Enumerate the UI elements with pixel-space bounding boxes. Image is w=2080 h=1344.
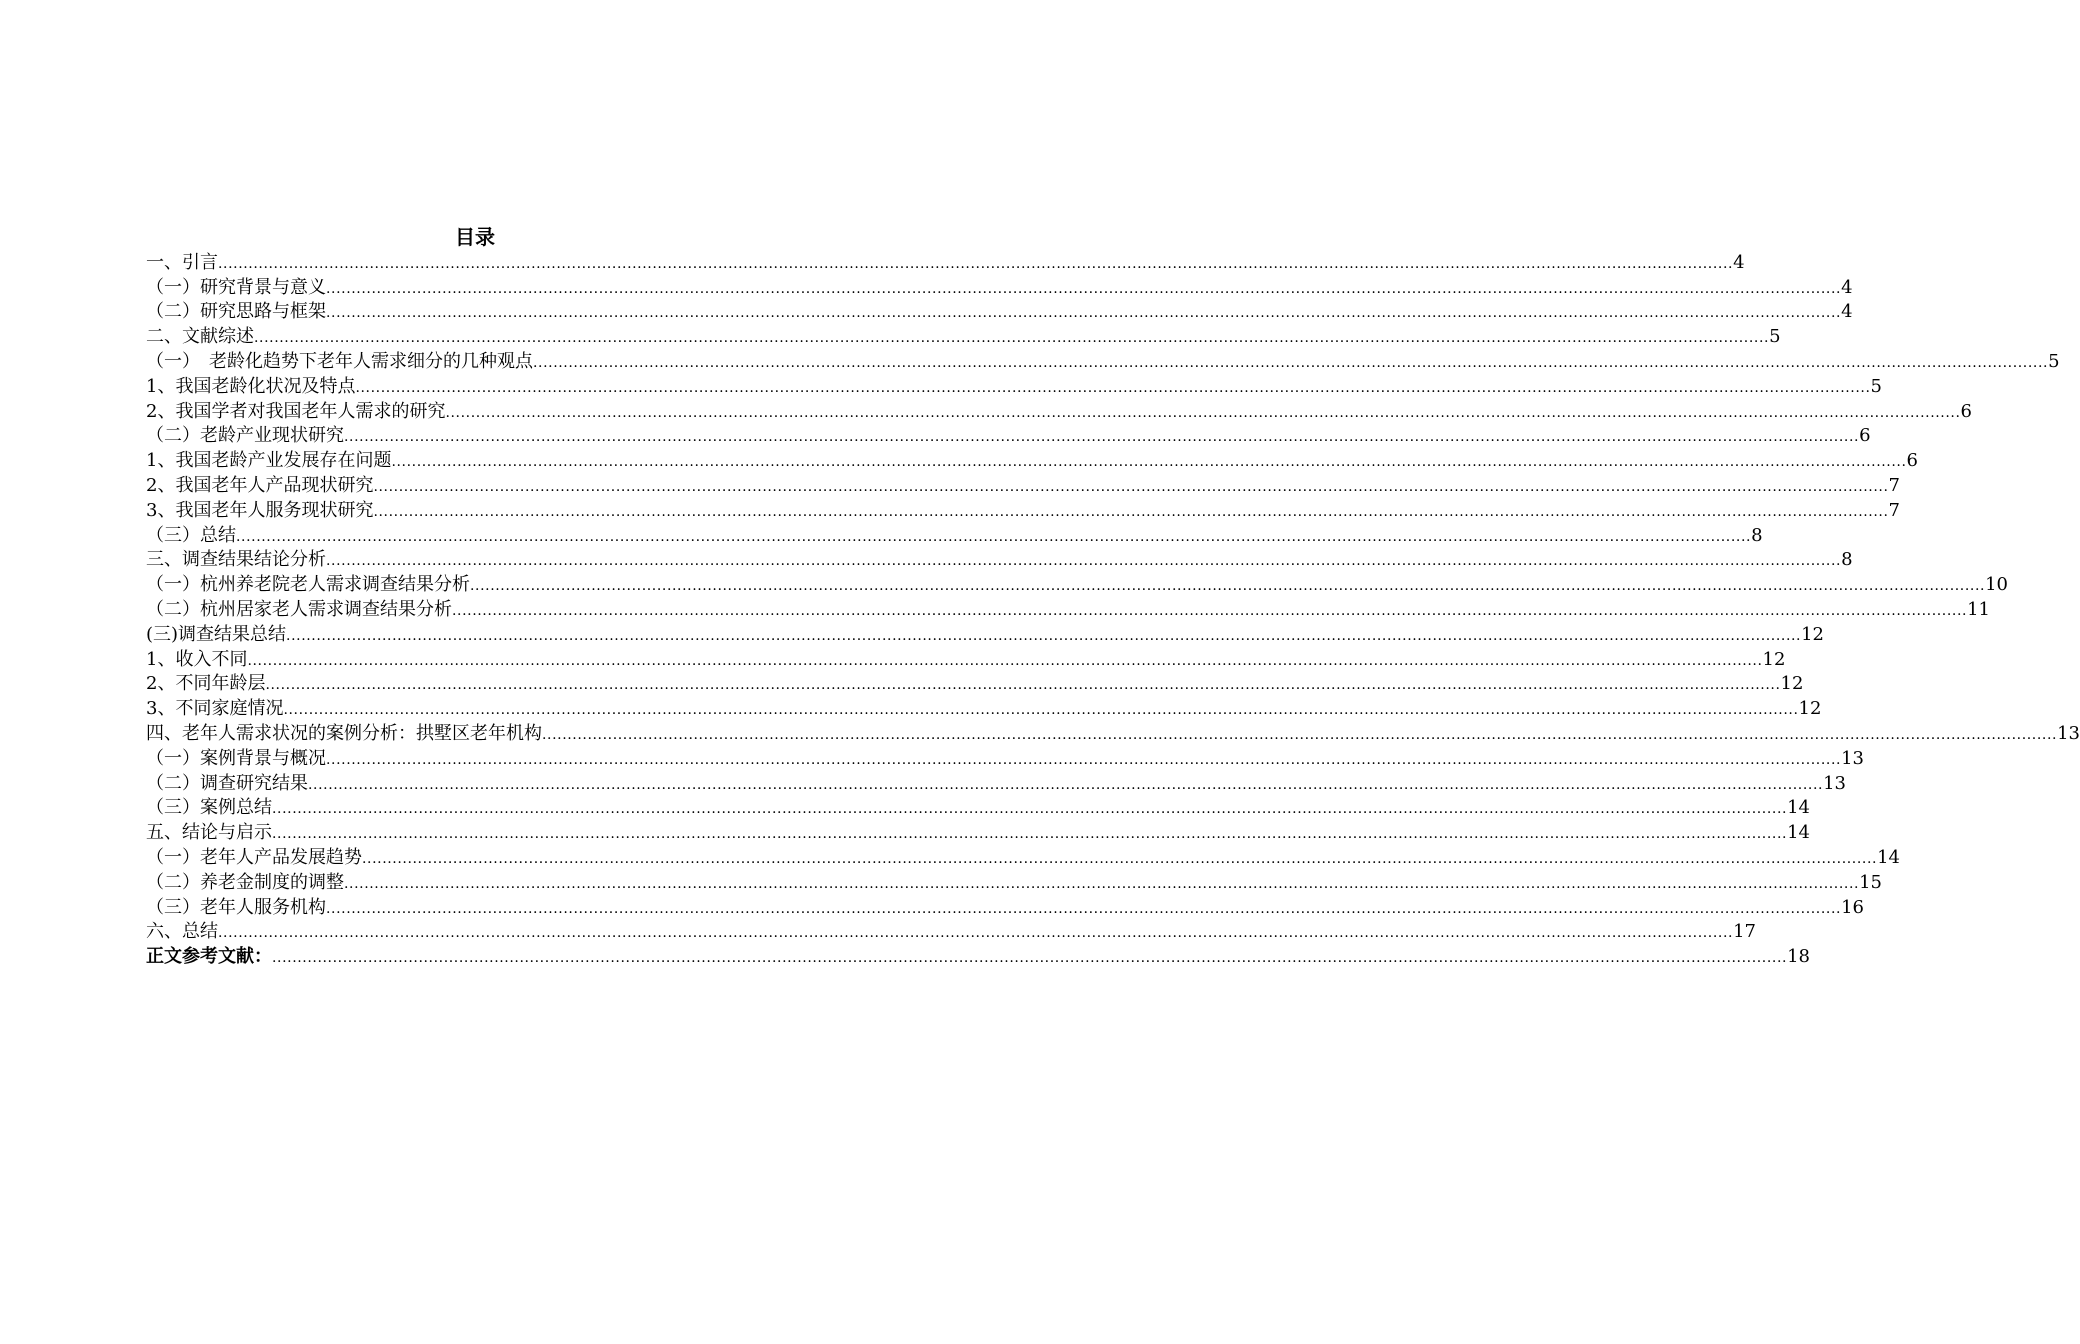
toc-dot-leader: ............................................................................................................................................................................................................................................................................................................ <box>286 627 1802 644</box>
toc-entry[interactable] <box>146 746 1864 771</box>
toc-page-number: 8 <box>1751 524 1763 546</box>
toc-entry-title: （三）案例总结 <box>146 797 272 819</box>
toc-page-number: 6 <box>1906 450 1918 472</box>
toc-dot-leader: ............................................................................................................................................................................................................................................................................................................ <box>272 826 1788 843</box>
toc-entry[interactable] <box>146 473 1900 498</box>
toc-entry[interactable] <box>146 349 2060 374</box>
toc-entry[interactable] <box>146 672 1804 697</box>
toc-page-number: 4 <box>1733 251 1745 273</box>
toc-page-number: 12 <box>1798 698 1822 720</box>
toc-entry[interactable] <box>146 498 1900 523</box>
toc-dot-leader: ............................................................................................................................................................................................................................................................................................................ <box>236 528 1752 545</box>
toc-entry[interactable] <box>146 324 1781 349</box>
toc-dot-leader: ............................................................................................................................................................................................................................................................................................................ <box>283 702 1799 719</box>
toc-page-number: 14 <box>1877 846 1900 868</box>
toc-entry-title: （三）老年人服务机构 <box>146 896 326 918</box>
toc-dot-leader: ............................................................................................................................................................................................................................................................................................................ <box>218 255 1734 272</box>
toc-entry[interactable] <box>146 696 1822 721</box>
toc-page-number: 7 <box>1888 499 1900 521</box>
toc-entry[interactable] <box>146 448 1918 473</box>
toc-entry[interactable] <box>146 300 1853 325</box>
toc-dot-leader: ............................................................................................................................................................................................................................................................................................................ <box>218 925 1734 942</box>
toc-entry[interactable] <box>146 622 1825 647</box>
toc-page-number: 5 <box>1769 326 1781 348</box>
toc-entry[interactable] <box>146 424 1871 449</box>
toc-list <box>146 250 2080 969</box>
toc-entry[interactable] <box>146 572 2008 597</box>
toc-entry-title: 一、引言 <box>146 251 218 273</box>
toc-page-number: 16 <box>1841 896 1864 918</box>
toc-entry[interactable] <box>146 523 1763 548</box>
toc-page-number: 12 <box>1762 648 1786 670</box>
toc-page-number: 12 <box>1780 673 1804 695</box>
toc-page-number: 11 <box>1967 598 1990 620</box>
toc-page-number: 5 <box>2048 350 2060 372</box>
toc-title: 目录 <box>455 225 495 249</box>
toc-entry[interactable] <box>146 771 1846 796</box>
toc-entry[interactable] <box>146 845 1900 870</box>
toc-entry-title: （二）养老金制度的调整 <box>146 871 344 893</box>
toc-dot-leader: ............................................................................................................................................................................................................................................................................................................ <box>272 950 1788 967</box>
toc-dot-leader: ............................................................................................................................................................................................................................................................................................................ <box>355 379 1871 396</box>
toc-entry-title: 3、我国老年人服务现状研究 <box>146 499 374 521</box>
toc-entry-title: 正文参考文献： <box>146 946 272 968</box>
toc-entry[interactable] <box>146 944 1810 969</box>
toc-dot-leader: ............................................................................................................................................................................................................................................................................................................ <box>533 354 2049 371</box>
toc-dot-leader: ............................................................................................................................................................................................................................................................................................................ <box>391 454 1907 471</box>
toc-entry-title: （一）案例背景与概况 <box>146 747 326 769</box>
toc-dot-leader: ............................................................................................................................................................................................................................................................................................................ <box>308 776 1824 793</box>
toc-page-number: 18 <box>1787 946 1810 968</box>
toc-page-number: 7 <box>1888 474 1900 496</box>
toc-entry-title: 2、不同年龄层 <box>146 673 266 695</box>
toc-entry[interactable] <box>146 250 1745 275</box>
toc-entry-title: 1、我国老龄产业发展存在问题 <box>146 450 392 472</box>
toc-entry[interactable] <box>146 721 2080 746</box>
toc-dot-leader: ............................................................................................................................................................................................................................................................................................................ <box>272 801 1788 818</box>
toc-dot-leader: ............................................................................................................................................................................................................................................................................................................ <box>373 478 1889 495</box>
toc-entry-title: （二）研究思路与框架 <box>146 301 326 323</box>
toc-page-number: 14 <box>1787 822 1810 844</box>
toc-entry[interactable] <box>146 920 1756 945</box>
toc-page-number: 12 <box>1801 623 1825 645</box>
toc-dot-leader: ............................................................................................................................................................................................................................................................................................................ <box>362 850 1878 867</box>
toc-dot-leader: ............................................................................................................................................................................................................................................................................................................ <box>344 875 1860 892</box>
toc-page-number: 6 <box>1859 425 1871 447</box>
toc-entry-title: 三、调查结果结论分析 <box>146 549 326 571</box>
toc-entry-title: （二）调查研究结果 <box>146 772 308 794</box>
toc-entry[interactable] <box>146 399 1972 424</box>
toc-dot-leader: ............................................................................................................................................................................................................................................................................................................ <box>326 280 1842 297</box>
toc-entry-title: 二、文献综述 <box>146 326 254 348</box>
toc-entry-title: 3、不同家庭情况 <box>146 698 284 720</box>
toc-entry[interactable] <box>146 820 1810 845</box>
toc-dot-leader: ............................................................................................................................................................................................................................................................................................................ <box>326 553 1842 570</box>
toc-entry-title: （二）老龄产业现状研究 <box>146 425 344 447</box>
toc-page-number: 6 <box>1960 400 1972 422</box>
toc-entry[interactable] <box>146 275 1853 300</box>
toc-entry-title: 五、结论与启示 <box>146 822 272 844</box>
toc-entry-title: (三)调查结果总结 <box>146 623 287 645</box>
toc-dot-leader: ............................................................................................................................................................................................................................................................................................................ <box>344 429 1860 446</box>
toc-dot-leader: ............................................................................................................................................................................................................................................................................................................ <box>247 652 1763 669</box>
toc-dot-leader: ............................................................................................................................................................................................................................................................................................................ <box>373 503 1889 520</box>
toc-page-number: 13 <box>1841 747 1864 769</box>
toc-page-number: 4 <box>1841 276 1853 298</box>
toc-entry-title: 1、我国老龄化状况及特点 <box>146 375 356 397</box>
toc-dot-leader: ............................................................................................................................................................................................................................................................................................................ <box>326 900 1842 917</box>
toc-dot-leader: ............................................................................................................................................................................................................................................................................................................ <box>452 602 1968 619</box>
toc-page-number: 15 <box>1859 871 1882 893</box>
toc-page-number: 17 <box>1733 921 1756 943</box>
toc-entry[interactable] <box>146 597 1990 622</box>
toc-entry[interactable] <box>146 548 1853 573</box>
toc-entry[interactable] <box>146 374 1882 399</box>
toc-dot-leader: ............................................................................................................................................................................................................................................................................................................ <box>542 726 2058 743</box>
toc-entry-title: （二）杭州居家老人需求调查结果分析 <box>146 598 452 620</box>
toc-dot-leader: ............................................................................................................................................................................................................................................................................................................ <box>265 677 1781 694</box>
toc-entry-title: （一）研究背景与意义 <box>146 276 326 298</box>
toc-dot-leader: ............................................................................................................................................................................................................................................................................................................ <box>470 578 1986 595</box>
toc-dot-leader: ............................................................................................................................................................................................................................................................................................................ <box>254 330 1770 347</box>
toc-entry[interactable] <box>146 647 1786 672</box>
toc-page-number: 8 <box>1841 549 1853 571</box>
toc-page-number: 5 <box>1870 375 1882 397</box>
toc-entry-title: 2、我国老年人产品现状研究 <box>146 474 374 496</box>
toc-dot-leader: ............................................................................................................................................................................................................................................................................................................ <box>445 404 1961 421</box>
toc-entry-title: 2、我国学者对我国老年人需求的研究 <box>146 400 446 422</box>
toc-dot-leader: ............................................................................................................................................................................................................................................................................................................ <box>326 305 1842 322</box>
toc-entry-title: 四、老年人需求状况的案例分析：拱墅区老年机构 <box>146 722 542 744</box>
toc-entry-title: （三）总结 <box>146 524 236 546</box>
toc-entry-title: （一）老年人产品发展趋势 <box>146 846 362 868</box>
toc-entry-title: 六、总结 <box>146 921 218 943</box>
toc-entry[interactable] <box>146 895 1864 920</box>
toc-entry[interactable] <box>146 870 1882 895</box>
toc-entry-title: （一）杭州养老院老人需求调查结果分析 <box>146 574 470 596</box>
toc-dot-leader: ............................................................................................................................................................................................................................................................................................................ <box>326 751 1842 768</box>
toc-entry-title: 1、收入不同 <box>146 648 248 670</box>
toc-page-number: 13 <box>1823 772 1846 794</box>
toc-entry[interactable] <box>146 796 1810 821</box>
toc-page-number: 14 <box>1787 797 1810 819</box>
toc-entry-title: （一） 老龄化趋势下老年人需求细分的几种观点 <box>146 350 533 372</box>
toc-page-number: 13 <box>2057 722 2080 744</box>
toc-page-number: 4 <box>1841 301 1853 323</box>
toc-page-number: 10 <box>1985 574 2008 596</box>
